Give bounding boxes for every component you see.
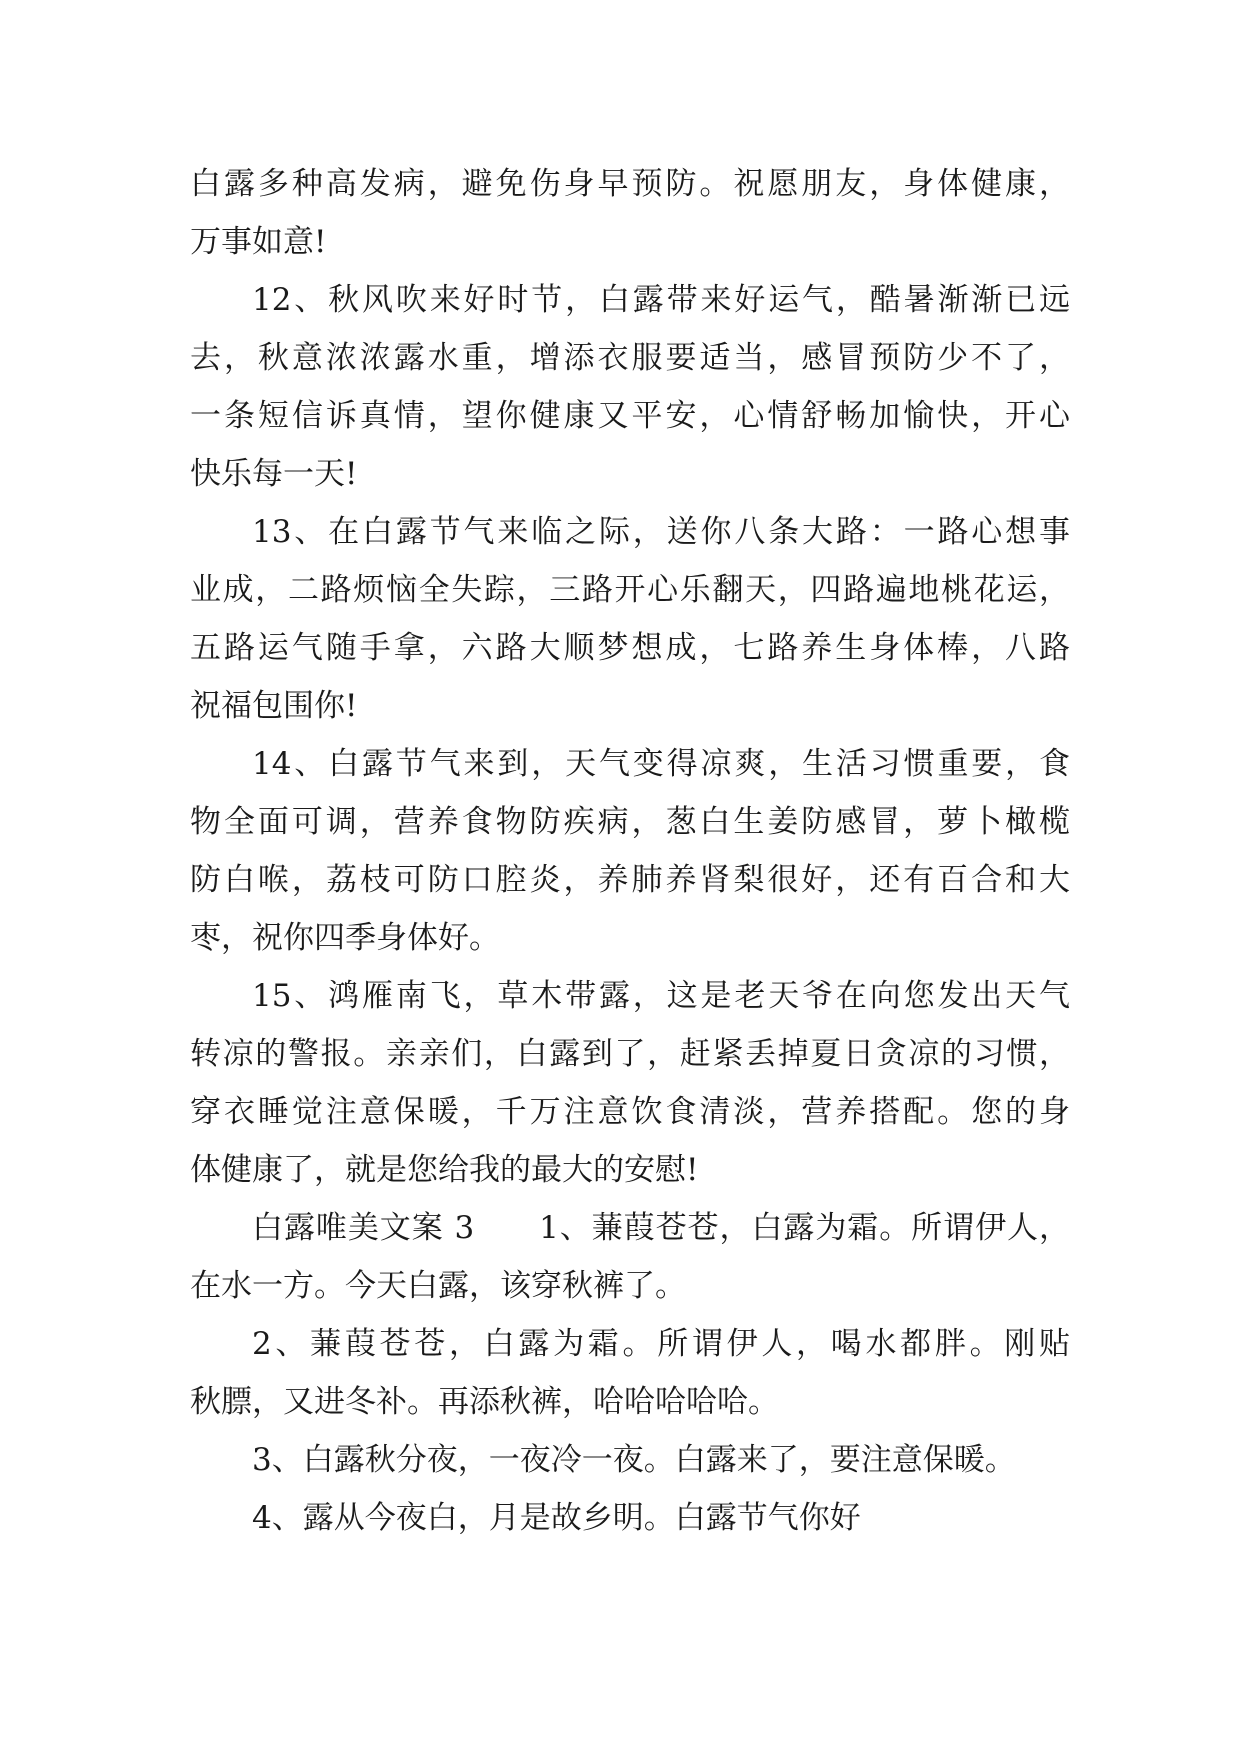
text-line: 穿衣睡觉注意保暖，千万注意饮食清淡，营养搭配。您的身 — [190, 1094, 1070, 1130]
text-line: 秋膘，又进冬补。再添秋裤，哈哈哈哈哈。 — [190, 1384, 779, 1420]
text-line: 在水一方。今天白露，该穿秋裤了。 — [190, 1268, 686, 1304]
text-line: 体健康了，就是您给我的最大的安慰! — [190, 1152, 699, 1188]
document-body — [190, 155, 1070, 1547]
text-line: 物全面可调，营养食物防疾病，葱白生姜防感冒，萝卜橄榄 — [190, 804, 1070, 840]
text-line: 一条短信诉真情，望你健康又平安，心情舒畅加愉快，开心 — [190, 398, 1070, 434]
text-line: 3、白露秋分夜，一夜冷一夜。白露来了，要注意保暖。 — [252, 1442, 1016, 1478]
paragraph-p14 — [190, 735, 1070, 967]
text-line: 防白喉，荔枝可防口腔炎，养肺养肾梨很好，还有百合和大 — [190, 862, 1070, 898]
text-line: 白露多种高发病，避免伤身早预防。祝愿朋友，身体健康， — [190, 166, 1070, 202]
text-line: 去，秋意浓浓露水重，增添衣服要适当，感冒预防少不了， — [190, 340, 1070, 376]
paragraph-section3-p1 — [190, 1199, 1070, 1315]
paragraph-p12 — [190, 271, 1070, 503]
text-line: 白露唯美文案 3 1、蒹葭苍苍，白露为霜。所谓伊人， — [252, 1210, 1070, 1246]
text-line: 13、在白露节气来临之际，送你八条大路：一路心想事 — [252, 514, 1070, 550]
paragraph-p11-tail — [190, 155, 1070, 271]
text-line: 五路运气随手拿，六路大顺梦想成，七路养生身体棒，八路 — [190, 630, 1070, 666]
text-line: 14、白露节气来到，天气变得凉爽，生活习惯重要，食 — [252, 746, 1070, 782]
text-line: 15、鸿雁南飞，草木带露，这是老天爷在向您发出天气 — [252, 978, 1070, 1014]
text-line: 快乐每一天! — [190, 456, 358, 492]
paragraph-p13 — [190, 503, 1070, 735]
text-line: 业成，二路烦恼全失踪，三路开心乐翻天，四路遍地桃花运， — [190, 572, 1070, 608]
text-line: 4、露从今夜白，月是故乡明。白露节气你好 — [252, 1500, 861, 1536]
paragraph-p15 — [190, 967, 1070, 1199]
text-line: 12、秋风吹来好时节，白露带来好运气，酷暑渐渐已远 — [252, 282, 1070, 318]
paragraph-section3-p3 — [190, 1431, 1070, 1489]
text-line: 2、蒹葭苍苍，白露为霜。所谓伊人，喝水都胖。刚贴 — [252, 1326, 1070, 1362]
text-line: 祝福包围你! — [190, 688, 358, 724]
paragraph-section3-p4 — [190, 1489, 1070, 1547]
paragraph-section3-p2 — [190, 1315, 1070, 1431]
text-line: 万事如意! — [190, 224, 327, 260]
text-line: 转凉的警报。亲亲们，白露到了，赶紧丢掉夏日贪凉的习惯， — [190, 1036, 1070, 1072]
text-line: 枣，祝你四季身体好。 — [190, 920, 500, 956]
